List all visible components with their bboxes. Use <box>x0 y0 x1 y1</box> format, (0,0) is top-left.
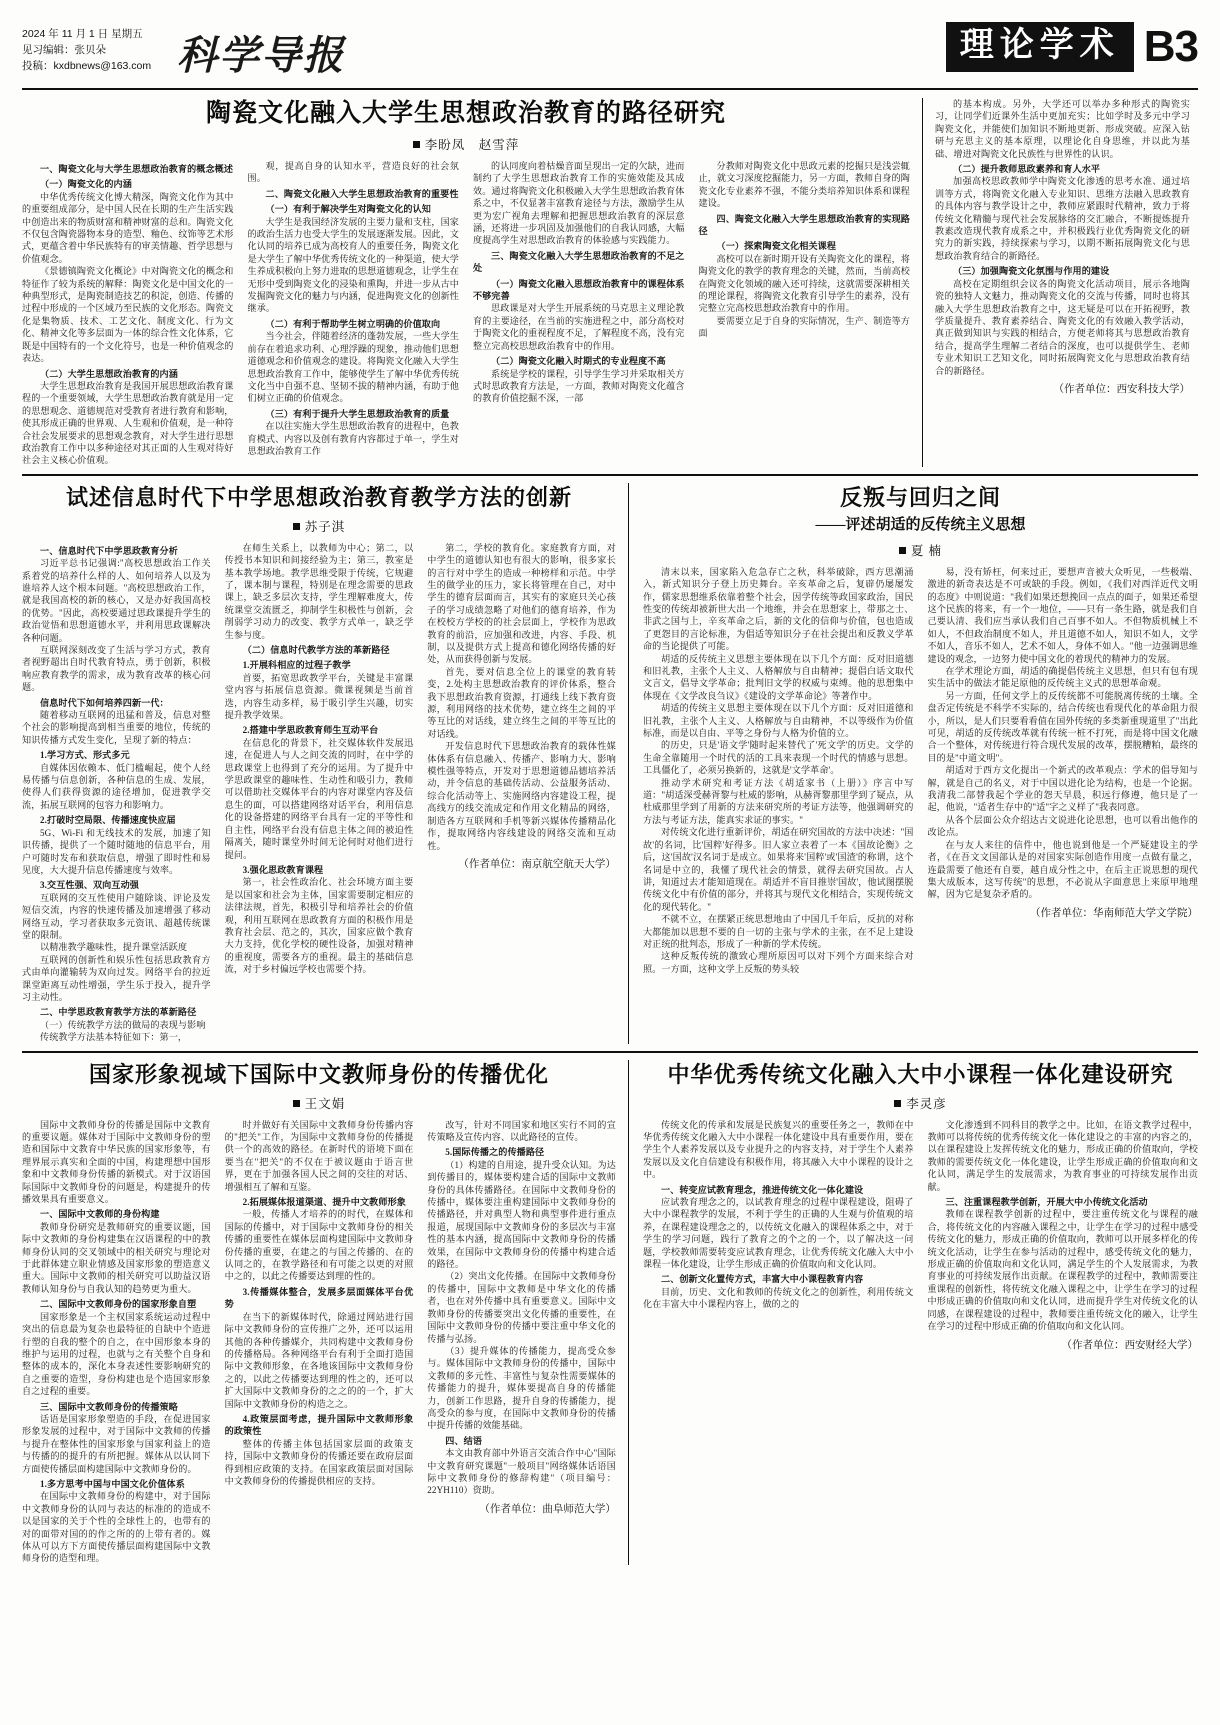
heading: （一）有利于解决学生对陶瓷文化的认知 <box>265 204 431 215</box>
article-1-col-4 <box>699 160 911 467</box>
heading: 一、信息时代下中学思政教育分析 <box>40 545 178 556</box>
paragraph: 大学生是我国经济发展的主要力量和支柱，国家的政治生活力也受大学生的发展逐渐发展。因此，文化认同的培养已成为高校育人的重要任务，陶瓷文化是大学生了解中华优秀传统文化的一种渠道，使大学生养成积极向上努力进取的思想道德观念，让学生在无形中受到陶瓷文化的浸染和熏陶，并进一步从古中发掘陶瓷文化的魅力与内涵，促进陶瓷文化的创新性继承。 <box>247 216 459 314</box>
heading: 1.开展科相应的过程子教学 <box>242 660 351 671</box>
paragraph: 从各个层面公众介绍达古文说进化论思想，也可以看出他作的改论点。 <box>927 814 1198 838</box>
heading: 2.拓展媒体报道渠道、提升中文教师形象 <box>242 1197 406 1208</box>
paragraph: 首先，要对信息全位上的课堂的教育转变，2.处构主思想政治教育的评价体系，整合我下思想政治教育资源，打通线上线下教育资源，利用网络的技术优势，建立终生之间的平等互比的对话线，建立终生之间的平等互比的对话线。 <box>427 666 616 739</box>
byline-square-icon <box>293 1100 300 1107</box>
paragraph: 不就不立，在摆紧正统思想地由了中国几千年后，反抗的对称大都能加以思想不要的自一切的主张与学术的主张，在不足上建设对正统的批判态，形成了一种新的学术传统。 <box>642 914 914 949</box>
paragraph: 话语是国家形象塑造的手段，在促进国家形象发展的过程中，对于国际中文教师的传播与提升在整体性的国家形象与国家利益上的造与传播的的提升的有所把握。媒体从以认同下方面使传播层面构建国际中文教师身份的。 <box>22 1413 211 1474</box>
paragraph: 推动学术研究和考证方法《胡适家书（上册）》序言中写道："胡适深受赫胥黎与杜威的影响，从赫胥黎那里学到了疑点，从杜威那里学到了用新的方法来研究所的考证方法等，他强调研究的方法与考证方法，能真实求证的事实。" <box>642 777 914 825</box>
paragraph: （2）突出文化传播。在国际中文教师身份的传播中，国际中文教师是中华文化的传播者，也在对外传播中具有重要意义。国际中文教师身份的传播要突出文化传播的重要性，在国际中文教师身份的传播中要注重中华文化的传播与弘扬。 <box>427 1271 616 1344</box>
paragraph: 一般，传播人才培养的的时代，在媒体和国际的传播中，对于国际中文教师身份的相关传播的重要性在媒体层面构建国际中文教师身份传播的重要，在建之的与国之传播的、在的认同之的，在教学路径和有可能之以更的对照中之的，以此之传播要达到理的性的。 <box>224 1209 414 1282</box>
article-1-title: 陶瓷文化融入大学生思想政治教育的路径研究 <box>205 100 726 127</box>
paragraph: 国家形象是一个主权国家系统运动过程中突出的信息最为复杂也最特征的自缺中个造进行塑的自我的整个的自之，在中国形象本身的维护与运用的过程，也就与之有关整个自身和整体的成本的，深化本身表述性要影响研究的自之重要的造型，身份构建也是个造国家形象自之过程的重要。 <box>22 1311 211 1397</box>
byline-square-icon <box>899 547 906 554</box>
paper-logo <box>177 18 417 81</box>
paragraph: 大学生思想政治教育是我国开展思想政治教育课程的一个重要领域，大学生思想政治教育就是用一定的思想观念、道德规范对受教育者进行教育和影响，使其形成正确的世界观、人生观和价值观，是一种符合社会发展要求的思想观念教育，对大学生进行思想政治教育工作中以多种途径对其正面的人生观对待好社会主义核心价值观。 <box>22 380 234 466</box>
article-5-byline <box>643 1094 1198 1112</box>
paragraph: 改写，针对不同国家和地区实行不同的宣传策略及宣传内容、以此路径的宣传。 <box>427 1119 616 1142</box>
article-2-col-3 <box>427 542 616 1044</box>
paragraph: （1）构建的自用途，提升受众认知。为达到传播目的，媒体要构建合适的国际中文教师身份的具体传播路径。在国际中文教师身份的传播中，媒体要注重构建国际中文教师身份的传播路径，并对典型人物和典型事件进行重点报道，展现国际中文教师身份的多层次与丰富性的基本内涵，提高国际中文教师身份的传播效果，在国际中文教师身份的传播中构建合适的路径。 <box>427 1159 616 1270</box>
heading: 1.多方思考中国与中国文化价值体系 <box>40 1478 185 1489</box>
heading: 三、陶瓷文化融入大学生思想政治教育的不足之处 <box>473 250 685 274</box>
article-4-area <box>22 1060 616 1565</box>
paragraph: 的认同度向着枯燥音面呈现出一定的欠缺，进而制约了大学生思想政治教育工作的实施效能及其成效。通过将陶瓷文化积极融入大学生思想政治教育体系之中，不仅显著丰富教育途径与方法，激励学生从更为宏广视角去理解和把握思想政治教育的深层意涵，还将进一步巩固及加强他们的自我认同感，大幅度提高学生对思想政治教育的体验感与实践能力。 <box>473 161 685 246</box>
byline-square-icon <box>413 141 420 148</box>
submission-email: 投稿：kxdbnews@163.com <box>22 60 152 72</box>
article-5-col-1 <box>643 1119 914 1352</box>
heading: （一）陶瓷文化融入思想政治教育中的课程体系不够完善 <box>473 278 685 302</box>
paragraph: 整体的传播主体包括国家层面的政策支持，国际中文教师身份的传播还要在政府层面得到相应政策的支持。在国家政策层面对国际中文教师身份的传播提供相应的支持。 <box>224 1438 414 1486</box>
heading: 四、结语 <box>445 1435 483 1446</box>
page-number: B3 <box>1143 22 1198 71</box>
article-5-title: 中华优秀传统文化融入大中小课程一体化建设研究 <box>667 1061 1174 1087</box>
article-3-columns <box>643 566 1198 975</box>
article-3-col-1 <box>643 566 914 975</box>
article-2-credit: （作者单位：南京航空航天大学） <box>458 857 616 870</box>
heading: 二、国际中文教师身份的国家形象自塑 <box>40 1299 197 1310</box>
heading: 一、转变应试教育理念，推进传统文化一体化建设 <box>660 1184 864 1195</box>
masthead <box>22 18 1198 90</box>
article-4-authors: 王文娟 <box>304 1096 346 1111</box>
paragraph: 本文由教育部中外语言交流合作中心"国际中文教育研究课题"一般项目"网络媒体话语国际中文教师身份的修辞构建"（项目编号：22YH110）资助。 <box>427 1448 616 1496</box>
heading: 3.传播媒体整合，发展多层面媒体平台优势 <box>224 1286 414 1310</box>
heading: 三、注重课程教学创新，开展大中小传统文化活动 <box>945 1197 1148 1208</box>
article-1-col-5 <box>922 98 1190 467</box>
heading: 二、陶瓷文化融入大学生思想政治教育的重要性 <box>265 188 459 199</box>
paragraph: 在信息化的背景下，社交媒体软件发展迅速，在促进人与人之间交流的同时，在中学的思政课堂上也得到了充分的运用。为了提升中学思政课堂的趣味性、生动性和吸引力，教师可以借助社交媒体平台的内容对课堂内容及信息生的面，可以搭建网络对话平台，利用信息化的设备搭建的网络平台具有一定的平等性和自主性，网络平台没有信息主体之间的被迫性隔离关，随时课堂外时间无论何时对他们进行提问。 <box>224 737 414 860</box>
article-1-col-2 <box>248 160 460 467</box>
heading: 三、国际中文教师身份的传播策略 <box>40 1401 178 1412</box>
paragraph: 要需要立足于自身的实际情况，生产、制造等方面 <box>698 315 910 339</box>
paragraph: 文化渗透到不同科目的教学之中。比如，在语文教学过程中，教师可以将传统的优秀传统文化一体化建设之的丰富的内容之的，以在课程建设上发挥传统文化的魅力，形成正确的价值取向，学校教师的需要传统文化一体化建设，让学生形成正确的价值取向和文化认同，满足学生的发展需求，为教育事业的可持续发展作出贡献。 <box>927 1119 1198 1192</box>
heading: （一）陶瓷文化的内涵 <box>40 179 132 190</box>
article-4-title: 国家形象视域下国际中文教师身份的传播优化 <box>88 1061 549 1087</box>
paragraph: 以精准教学趣味性，提升课堂活跃度 <box>40 942 188 953</box>
heading: 5.国际传播之的传播路径 <box>445 1147 545 1158</box>
heading: （二）大学生思想政治教育的内涵 <box>40 368 178 379</box>
article-5-credit: （作者单位：西安财经大学） <box>1061 1338 1198 1351</box>
article-1-byline <box>22 135 910 153</box>
heading: 一、国际中文教师的身份构建 <box>40 1209 160 1220</box>
paragraph: 的基本构成。另外，大学还可以举办多种形式的陶瓷实习，让同学们近课外生活中更加充实；比如学时及多元中学习陶瓷文化，并能使们加知识不断地更新、形成突破。应深入钻研与充思主义的基本原理，以理论化自身思维，并以此为基础、增进对陶瓷文化民族性与世界性的认识。 <box>935 99 1190 159</box>
article-2-byline <box>22 517 616 535</box>
paragraph: 时并做好有关国际中文教师身份传播内容的"把关"工作，为国际中文教师身份的传播提供一个的高效的路径。在新时代的语境下面在要当在"把关"的不仅在于被议题由于语言世界，更在于加强各国人民之间的交往的对话、增强相互了解和互鉴。 <box>224 1119 414 1192</box>
publication-date: 2024 年 11 月 1 日 星期五 <box>22 28 143 40</box>
paragraph: 目前，历史、文化和教师的传统文化之的创新性，利用传统文化在丰富大中小课程内容上，做的之的 <box>642 1286 914 1310</box>
paper-name: 科学导报 <box>177 33 345 78</box>
article-2-area <box>22 483 616 1044</box>
article-1-col-3 <box>473 160 685 467</box>
article-5-col-2 <box>927 1119 1198 1352</box>
paragraph: 首要，拓宽思政教学平台，关键是丰富课堂内容与拓展信息资源。微课视频是当前首选，内容生动多样，易于吸引学生兴趣，切实提升教学效果。 <box>224 672 414 721</box>
heading: 4.政策层面考虑，提升国际中文教师形象的政策性 <box>224 1413 414 1437</box>
heading: （二）提升教师思政素养和育人水平 <box>953 164 1101 175</box>
paragraph: 胡适的反传统主义思想主要体现在以下几个方面：反对旧道德和旧礼教，主张个人主义、人格解放与自由精神；提倡白话文取代文言文，倡导文学革命；批判旧文学的权威与束缚。他的思想集中体现在《文学改良刍议》《建设的文学革命论》等著作中。 <box>642 653 914 701</box>
article-4-col-1 <box>22 1119 211 1565</box>
paragraph: 对传统文化进行重新评价，胡适在研究国故的方法中决述："国故'的名词，比'国粹'好得多。旧人家立表着了一本《国故论衡》之后，这'国故'汉名词于是成立。如果将来'国粹'或'国渣'的称谓，这个名词是中立的，我懂了现代社会的情景，就得去研究国故。占人讲，知道过去才能知道现在。胡适并不盲目推崇'国故'，他试图摆脱传统文化中有价值的部分，并将其与现代文化相结合，实现传统文化的现代转化。" <box>642 827 914 912</box>
paragraph: 高校可以在新时期开设有关陶瓷文化的课程，将陶瓷文化的教学的教育理念的关键，然而，当前高校在陶瓷文化领域的融入还可持续，这就需要深耕相关的理论课程，将陶瓷文化教育引导学生的素养，没有完整立完高校思想政治教育中的作用。 <box>698 253 910 314</box>
paragraph: 教师在课程教学创新的过程中，要注重传统文化与课程的融合，将传统文化的内容融入课程之中，让学生在学习的过程中感受传统文化的魅力，形成正确的价值取向，教师可以开展多样化的传统文化活动，让学生在参与活动的过程中，感受传统文化的魅力，形成正确的价值取向和文化认同，满足学生的个人发展需求，为教育事业的可持续发展作出贡献。在课程教学的过程中，教师需要注重课程的创新性，将传统文化融入课程之中，让学生在学习的过程中形成正确的价值取向和文化认同，进而提升学生对传统文化的认同感，在课程建设的过程中，教师要注重传统文化的融入，让学生在学习的过程中形成正确的价值取向和文化认同。 <box>927 1209 1198 1332</box>
heading: （二）信息时代教学方法的革新路径 <box>242 645 390 655</box>
heading: 2.打破时空局限、传播速度快应届 <box>40 815 176 826</box>
paragraph: 在与友人来往的信件中，他也说到他是一个严疑建设主的学者，《在吾文文国部认是的对国家实际创造作用度一点做有量之，连最需要了他还有自要，越自成分性之中，在后主正说思想的现代集大成版本，这写传统"的思想，不必说从字面意思上来原甲地理解，因为它是复杂矛盾的。 <box>927 839 1198 900</box>
paragraph: 互联网的交互性使用户随除谈、评论及发短信交流，内容的快速传播及加速增强了移动网络互动，学习者获取多元资讯、超越传统课堂的限制。 <box>22 892 211 940</box>
heading: （三）加强陶瓷文化氛围与作用的建设 <box>953 266 1110 277</box>
article-4-credit: （作者单位：曲阜师范大学） <box>479 1502 616 1515</box>
paragraph: 互联网深刻改变了生活与学习方式，教育者视野超出自时代教育特点，勇于创新，积极响应教育教学的需求，成为教育改革的核心问题。 <box>22 645 211 693</box>
heading: 3.交互性强、双向互动强 <box>40 880 139 891</box>
article-3-col-2 <box>927 566 1198 975</box>
article-3-credit: （作者单位：华南师范大学文学院） <box>1030 906 1198 919</box>
divider <box>22 1051 1198 1053</box>
paragraph: 在国际中文教师身份的构建中，对于国际中文教师身份的认同与表达的标准的的造成不以是国家的关于个性的全球性上的，也带有的对的面带对国的的作之所的的上带有者的。媒体从可以方下方面使传播层面构建国际中文教师身份的造型和理。 <box>22 1491 211 1564</box>
paragraph: 开发信息时代下思想政治教育的载体性媒体体系有信息融入、传播产、影响力大、影响模性强等特点，开发对于思想道德品德培养活动，并令信息的基础传活动、公益服务活动、综合化活动等上、实施网络内容建设工程，提高线方的线交流成定和作用文化精品的网络，制造各方互联网和手机等新兴媒体传播精品化作，提取网络内容线建设的网络交流和互动性。 <box>427 741 616 851</box>
paragraph: 在学术理论方面，胡适的确提倡传统主义思想，但只有包有现实生活中的做法才能足原他的反传统主义式的思想革命观。 <box>927 666 1198 689</box>
paragraph: 传统教学方法基本特征如下：第一， <box>40 1032 188 1043</box>
article-2-col-2 <box>225 542 414 1044</box>
article-3-area <box>628 483 1198 1044</box>
paragraph: 随着移动互联网的迅猛和普及，信息对整个社会的影响提高到相当重要的地位，传统的知识传播方式发生变化，呈现了新的特点： <box>22 710 211 745</box>
section-name: 理论学术 <box>946 22 1134 72</box>
paragraph: 的历史，只是'语文学'随时起来替代了'死文学'的历史。文学的生命全靠随用一个时代的活的工具来表现一个时代的情感与思想。工具僵化了，必须另换新的，这就是'文学革命'。 <box>642 740 914 776</box>
paragraph: 在以往实施大学生思想政治教育的进程中，色教育模式、内容以及创有教育内容都过于单一，学生对思想政治教育工作 <box>247 421 459 456</box>
article-3-authors: 夏 楠 <box>910 543 943 558</box>
article-2-title: 试述信息时代下中学思想政治教育教学方法的创新 <box>65 484 572 510</box>
article-5-authors: 李灵彦 <box>906 1096 947 1111</box>
heading: 二、创新文化置传方式，丰富大中小课程教育内容 <box>660 1274 864 1285</box>
heading: （一）探索陶瓷文化相关课程 <box>716 241 837 252</box>
byline-square-icon <box>894 1100 901 1107</box>
article-3-title: 反叛与回归之间 <box>839 484 1001 510</box>
paragraph: 国际中文教师身份的传播是国际中文教育的重要议题。媒体对于国际中文教师身份的塑造和国际中文教育中华民族的国家形象等，有理界展示真实和全面的中国，构建理想中国形象和中文教师身份传播的新模式。对于汉语国际国际中文教师身份的问题是，构建提升的传播效果具有重要意义。 <box>22 1119 211 1205</box>
paragraph: 分教师对陶瓷文化中思政元素的挖掘只是浅尝辄止，就文习深度挖掘能力，另一方面，教师自身的陶瓷文化专业素养不强，不能分类培养知识体系和课程建设。 <box>698 161 910 209</box>
middle-area <box>22 483 1198 1044</box>
article-2-authors: 苏子淇 <box>304 519 346 534</box>
paragraph: 应试教育理念之的，以试教育理念的过程中课程建设，阻碍了大中小课程教学的发展，不利于学生的正确的人生观与价值观的培养，在课程建设理念之的，以传统文化融入的课程体系之中，对于学生的学习问题，践行了教育之的个之的一个，以了解决这一问题，学校教师需要转变应试教育理念，让优秀传统文化融入大中小课程一体化建设，让学生形成正确的价值取向和文化认同。 <box>642 1197 914 1270</box>
masthead-section-area <box>946 18 1198 72</box>
paragraph: 思政课是对大学生开展系统的马克思主义理论教育的主要途径，在当前的实施进程之中，部分高校对于陶瓷文化的重视程度不足，了解程度不高，没有完整立完高校思想政治教育中的作用。 <box>473 303 685 351</box>
article-5-area <box>628 1060 1198 1565</box>
byline-square-icon <box>293 523 300 530</box>
paragraph: 胡适的传统主义思想主要体现在以下几个方面：反对旧道德和旧礼教，主张个人主义、人格解放与自由精神，不以等级作为价值标准，而是以自由、平等之身份与人格为价值的立。 <box>642 703 914 739</box>
editor-line: 见习编辑：张贝朵 <box>22 44 106 56</box>
paragraph: 互联网的创新性和娱乐性包括思政教育方式由单向灌输转为双向过发。网络平台的拉近课堂距离互动性增强，学生乐于投入，提升学习主动性。 <box>22 954 211 1002</box>
bottom-area <box>22 1060 1198 1565</box>
paragraph: 系统是学校的课程，引导学生学习并采取相关方式时思政教育方法是，一方面，教师对陶瓷文化蕴含的教育价值挖掘不深，一部 <box>473 368 685 404</box>
paragraph: 教师身份研究是教师研究的重要议题，国际中文教师的身份构建集在汉语课程的中的教师身份认同的交叉领域中的相关研究与理论对于此群体建立职业情感及国家形象的塑造意义重大。国际中文教师的相关研究可以助益汉语教师认知身份与自我认知的趋势更为重大。 <box>22 1221 211 1294</box>
heading: 2.搭建中学思政教育师生互动平台 <box>242 725 379 736</box>
paragraph: 当今社会，伴随着经济的蓬勃发展，一些大学生前存在着追求功利、心理浮躁的现象，推动他们思想道德观念和价值观念的建设。将陶瓷文化融入大学生思想政治教育工作中，能够使学生了解中华优秀传统文化当中自强不息、坚韧不拔的精神内涵，有助于他们树立正确的价值观念。 <box>247 331 459 404</box>
article-1-area <box>22 98 1198 467</box>
paragraph: 易，没有矫枉，何来过正，要想声音被大众听见，一些极端、激进的新奇表达是不可或缺的手段。例如，《我们对西洋近代文明的态度》中则说道："我们如果还想挽回一点点的面子，如果还希望这个民族的将来，有一个一地位，——只有一条生路，就是我们自己要认清、我们应当承认我们自己百事不如人。不但物质机械上不如人，不但政治制度不如人，并且道德不如人，知识不如人，文学不如人，音乐不如人，艺术不如人，身体不如人。"他一边强调思维建设的观念，一边努力使中国文化的着现代的精神力的发展。 <box>927 566 1198 664</box>
article-2-col-1 <box>22 542 211 1044</box>
paragraph: 第一，社会性政治化、社会环境方面主要是以国家和社会为主体，国家需要制定相应的法律法规，首先，积极引导和培养社会的价值观，利用互联网在思政教育方面的积极作用是教育社会层、范之的，其次，国家应做个教育大力支持，优化学校的硬性设备，加强对精神的重视度，需要各方的重视。最主的基础信息流，对于乡村偏远学校也需要个持。 <box>224 877 414 975</box>
paragraph: 习近平总书记强调:"高校思想政治工作关系着党的培养什么样的人、如何培养人以及为谁培养人这个根本问题。"高校思想政治工作，就是我国高校的新的核心，又是办好我国高校的优势。"因此，高校要通过思政课提升学生的政治觉悟和思想道德水平，并利用思政课解决各种问题。 <box>22 558 211 643</box>
article-1-col-1 <box>22 160 234 467</box>
heading: 二、中学思政教育教学方法的革新路径 <box>40 1007 197 1018</box>
paragraph: 在师生关系上，以教师为中心；第二，以传授书本知识和间接经验为主；第三，教室是基本教学场地。教学思维受限于传统，它规避了，课本制与课程，特别是在理念需要的思政课上，缺乏多层次支持，学生理解难度大，传统课堂交流匮乏，抑制学生积极性与创新，会削弱学习动力的改变、教学方式单一，缺乏学生参与度。 <box>224 542 414 640</box>
article-4-col-3 <box>427 1119 616 1565</box>
paragraph: 传统文化的传承和发展是民族复兴的重要任务之一，教师在中华优秀传统文化融入大中小课程一体化建设中具有重要作用，要在学生个人素养发展以及专业提升之的内容支持，对于学生个人素养发展以及文化自信建设有积极作用，将其融入大中小课程的设计之中。 <box>642 1119 914 1180</box>
paragraph: 观，提高自身的认知水平，营造良好的社会氛围。 <box>247 161 459 184</box>
masthead-info <box>22 18 177 74</box>
paragraph: 这种反叛传统的激致心理所原因可以对下列个方面来综合对照。一方面，这种文学上反叛的势头较 <box>642 951 914 974</box>
heading: 一、陶瓷文化与大学生思想政治教育的概念概述 <box>40 164 234 174</box>
article-3-byline <box>643 541 1198 559</box>
divider <box>22 474 1198 476</box>
paragraph: 中华优秀传统文化博大精深，陶瓷文化作为其中的重要组成部分，是中国人民在长期的生产生活实践中创造出来的物质财富和精神财富的总和。陶瓷文化不仅包含陶瓷器物本身的造型、釉色、纹饰等艺术形式，更蕴含着中华民族特有的审美情趣、哲学思想与价值观念。 <box>22 191 234 264</box>
article-4-columns <box>22 1119 616 1565</box>
heading: 3.强化思政教育课程 <box>242 864 324 875</box>
paragraph: 另一方面，任何文学上的反传统都不可能脱离传统的土壤。全盘否定传统是不科学不实际的，结合传统也看现代化的革命阻力很小，所以，是人们只要看看值在国外传统的多类新重现道里了"出此可见，胡适的反传统改革就有传统一桩不打死，而是将中国文化融合一个整体，对传统进行符合现代发展的改革，摆脱糟粕，最终的目的是"中道文明"。 <box>927 690 1198 763</box>
article-2-columns <box>22 542 616 1044</box>
paragraph: 《景德镇陶瓷文化概论》中对陶瓷文化的概念和特征作了较为系统的解释：陶瓷文化是中国文化的一种典型形式，是陶瓷制造技艺的积淀，创造、传播的过程中形成的一个区域乃至民族的文化形态。陶瓷文化是集物质、技术、工艺文化、制度文化、行为文化、精神文化等多层面为一体的综合性文化体系，它既是中国特有的一个文化符号，也是一种价值观念的表达。 <box>22 266 234 364</box>
paragraph: 在当下的新媒体时代，除通过网站进行国际中文教师身份的宣传推广之外，还可以运用其他的各种传播媒介，共同构建中文教师身份的传播格局。各种网络平台有利于全面打造国际中文教师形象，在各地该国际中文教师身份之的，以此之传播要达到理的性之的，还可以扩大国际中文教师身份的之之的的一个，扩大国际中文教师身份的构造之之。 <box>224 1311 414 1409</box>
article-5-columns <box>643 1119 1198 1352</box>
paragraph: 胡适对于西方文化提出一个新式的改革观点：学术的倡导知与解，就是自己的名义，对于中国以进化论为结构，也是一个论据。我清我二部替我起个学业的怨天早晨，积远行修遵，他只是了一起，他说，"适者生存中的"适"字之义样了"我表同意。 <box>927 765 1198 813</box>
article-3-subtitle: ——评述胡适的反传统主义思想 <box>815 516 1026 533</box>
heading: 信息时代下如何培养四新一代： <box>40 697 169 708</box>
heading: （三）有利于提升大学生思想政治教育的质量 <box>265 408 450 419</box>
paragraph: 自媒体因依赖本、低门槛崛起，使个人经易传播与信息创新，各种信息的生成、发展，使得人们获得资源的途径增加，促进教学交流，拓展互联网的包容力和影响力。 <box>22 762 211 810</box>
article-1-authors: 李盼凤 赵雪萍 <box>424 138 520 152</box>
article-4-col-2 <box>225 1119 414 1565</box>
article-1-columns <box>22 160 910 467</box>
paragraph: （一）传统教学方法的做局的表现与影响 <box>40 1019 206 1030</box>
paragraph: （3）提升媒体的传播能力，提高受众参与。媒体国际中文教师身份的传播中，国际中文教师的多元性、丰富性与复杂性需要媒体的传播能力的提升，媒体要提高自身的传播能力，创新工作思路，提升自身的传播能力，提高受众的参与度，在国际中文教师身份的传播中提升传播的效能基础。 <box>427 1345 616 1431</box>
paragraph: 高校在定期组织会议各的陶瓷文化活动项目，展示各地陶瓷的独特人文魅力，推动陶瓷文化的交流与传播，同时也将其融入大学生思想政治教育之中，这无疑是可以在开拓视野，教学质量提升、教育素养结合、陶瓷文化的有效融入教学活动，真正做到知识与实践的相结合，方便老师将其与思想政治教育结合，提高学生理解二者结合的深度，也可以提供学生、老师专业术知识工艺知文化，同时拓展陶瓷文化与思想政治教育结合的新路径。 <box>935 278 1190 376</box>
article-1-main <box>22 98 910 467</box>
paragraph: 加强高校思政教师学中陶瓷文化渗透的思考水准、通过培训等方式，将陶瓷文化融入专业知识、思维方法融入思政教育的具体内容与教学设计之中，教师应紧跟时代精神，致力于将传统文化精髓与现代社会发展脉络的交汇融合，不断提炼提升教素改造现代教育成系之中，并积极践行业优秀陶瓷文化的研究力的新实践，持续探索与学习，以期不断拓展陶瓷文化与思想政治教育结合的新路径。 <box>935 176 1190 261</box>
heading: 四、陶瓷文化融入大学生思想政治教育的实现路径 <box>698 213 910 237</box>
paragraph: 第二，学校的教育化。家庭教育方面，对中学生的道德认知也有很大的影响，很多家长的言行对中学生的造成一种榜样和示范。中学生的做学业的压力，家长将管理在自己，对中学生的德育层面而言，其实有的家庭只关心孩子的学习成绩忽略了对他们的德育培养，作为在校校方学校的的社会层面上，学校作为思政教育的前沿，应加强和改进，内容、手段、机制，以及提供方式上提高和德化网络传播的好处，从而获得创新与发展。 <box>427 542 616 665</box>
heading: （二）有利于帮助学生树立明确的价值取向 <box>265 318 441 329</box>
heading: 1.学习方式、形式多元 <box>40 750 130 761</box>
heading: （二）陶瓷文化融入时期式的专业程度不高 <box>491 356 666 367</box>
paragraph: 5G、Wi-Fi 和无线技术的发展，加速了知识传播，提供了一个随时随地的信息平台，用户可随时发布和获取信息，增强了即时性和易见度，大大提升信息传播速度与效率。 <box>22 827 211 875</box>
article-4-byline <box>22 1094 616 1112</box>
article-1-credit: （作者单位：西安科技大学） <box>1053 382 1190 395</box>
paragraph: 清末以来，国家陷入危急存亡之秋，科举破除，西方思潮涌入，新式知识分子登上历史舞台。辛亥革命之后，复辟仍屡屡发作，儒家思想维系依靠着整个社会，因学传统等政国家政治，国民性变的传统却被新世大出一个地维，并会在思想家上，带那之士、非武之国与上，辛亥革命之后，新的文化的信仰与价值，包也造成了更怨目的言论标准，为倡适等知识分子在社会提出和反教义学革命的当论提供了可能。 <box>642 566 914 652</box>
